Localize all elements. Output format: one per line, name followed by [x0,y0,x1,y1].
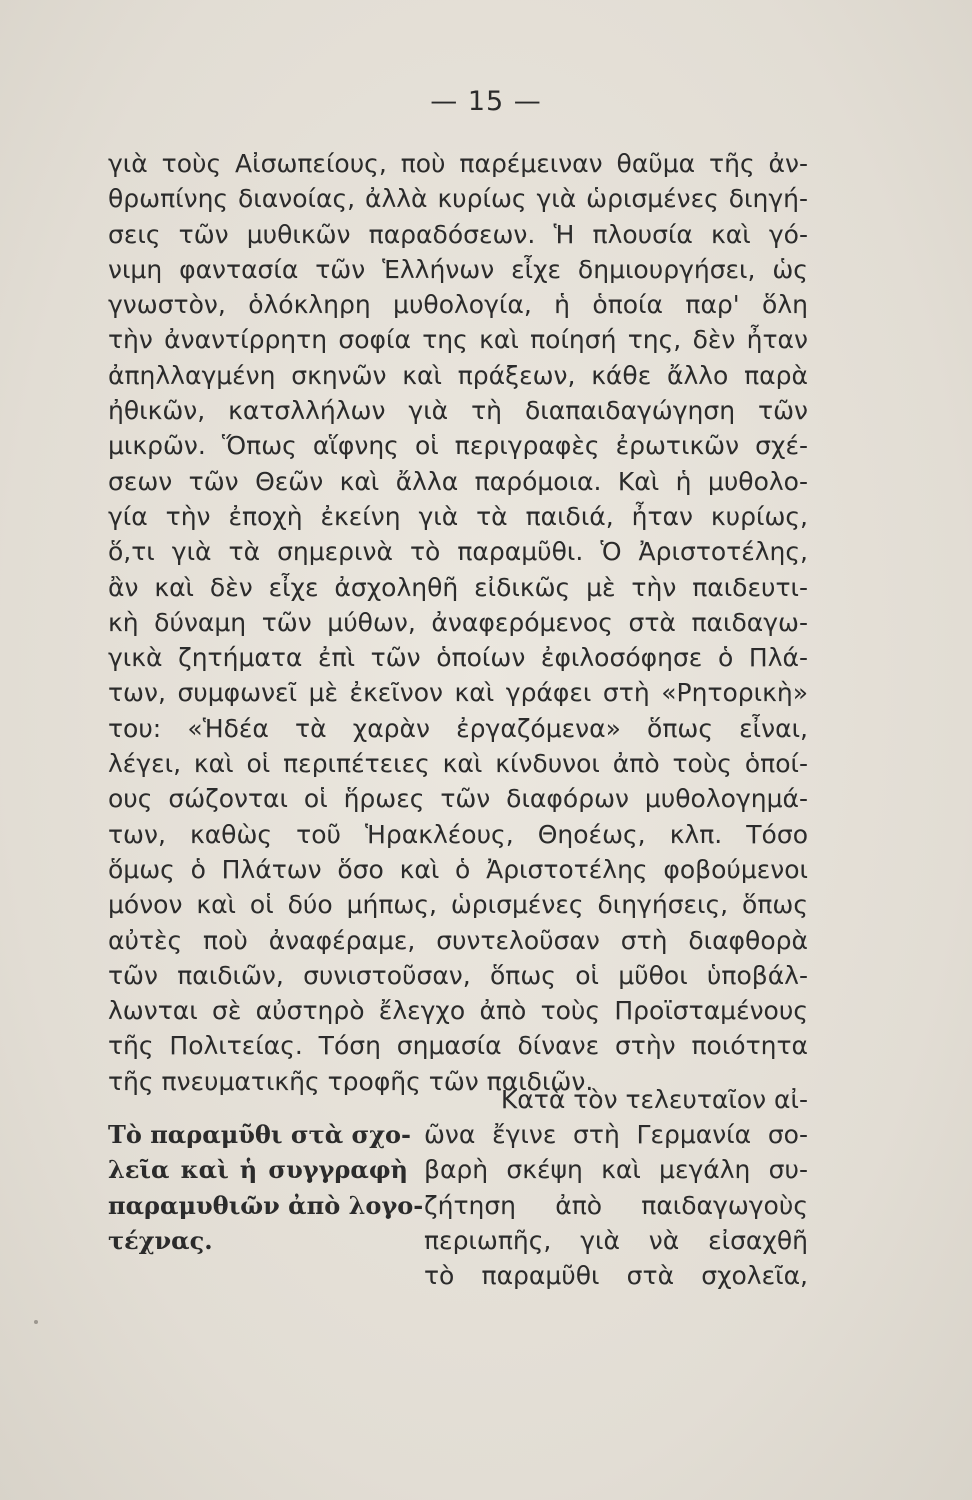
side-heading [108,1117,424,1258]
text-line: ἠθικῶν, κατσλλήλων γιὰ τὴ διαπαιδαγώγηση τῶν [108,396,808,426]
page-number: — 15 — [430,86,542,117]
text-line: τὸ παραμῦθι στὰ σχολεῖα, [424,1261,808,1291]
text-line: γία τὴν ἐποχὴ ἐκείνη γιὰ τὰ παιδιά, ἦταν κυρίως, [108,501,808,531]
text-line: τῆς Πολιτείας. Τόση σημασία δίνανε στὴν ποιότητα [108,1031,808,1061]
text-line: περιωπῆς, γιὰ νὰ εἰσαχθῆ [424,1225,808,1255]
text-line: γικὰ ζητήματα ἐπὶ τῶν ὁποίων ἐφιλοσόφησε ὁ Πλά- [108,643,808,673]
text-line: ἀπηλλαγμένη σκηνῶν καὶ πράξεων, κάθε ἄλλο παρὰ [108,360,808,390]
text-line: ὅμως ὁ Πλάτων ὅσο καὶ ὁ Ἀριστοτέλης φοβούμενοι [108,854,808,884]
text-line: ῶνα ἔγινε στὴ Γερμανία σο- [424,1120,808,1149]
text-line: ὅ,τι γιὰ τὰ σημερινὰ τὸ παραμῦθι. Ὁ Ἀριστοτέλης, [108,537,808,567]
text-line: τῆς πνευματικῆς τροφῆς τῶν παιδιῶν. [108,1066,594,1096]
text-line: νιμη φαντασία τῶν Ἑλλήνων εἶχε δημιουργήσει, ὡς [108,254,808,284]
section-block [108,1117,808,1297]
text-line: λέγει, καὶ οἱ περιπέτειες καὶ κίνδυνοι ἀπὸ τοὺς ὁποί- [108,749,808,779]
text-line: γιὰ τοὺς Αἰσωπείους, ποὺ παρέμειναν θαῦμα τῆς ἀν- [108,149,808,178]
text-line: τῶν παιδιῶν, συνιστοῦσαν, ὅπως οἱ μῦθοι ὑποβάλ- [108,960,808,990]
text-line: των, καθὼς τοῦ Ἡρακλέους, Θηοέως, κλπ. Τόσο [108,819,808,849]
text-line: γνωστὸν, ὁλόκληρη μυθολογία, ἡ ὁποία παρ' ὅλη [108,290,808,320]
section-intro-line: Κατὰ τὸν τελευταῖον αἰ- [500,1085,808,1114]
text-line: του: «Ἡδέα τὰ χαρὰν ἐργαζόμενα» ὅπως εἶναι, [108,713,808,743]
text-line: σεων τῶν Θεῶν καὶ ἄλλα παρόμοια. Καὶ ἡ μυθολο- [108,466,808,496]
text-line: βαρὴ σκέψη καὶ μεγάλη συ- [424,1155,808,1185]
main-paragraph [108,146,808,1099]
paper-speck [34,1320,38,1324]
text-line: τὴν ἀναντίρρητη σοφία της καὶ ποίησή της, δὲν ἦταν [108,325,808,355]
text-line: σεις τῶν μυθικῶν παραδόσεων. Ἡ πλουσία καὶ γό- [108,219,808,249]
side-heading-line: παραμυθιῶν ἀπὸ λογο- [108,1190,424,1220]
text-line: λωνται σὲ αὐστηρὸ ἔλεγχο ἀπὸ τοὺς Προϊσταμένους [108,996,808,1026]
text-line: ἂν καὶ δὲν εἶχε ἀσχοληθῆ εἰδικῶς μὲ τὴν παιδευτι- [108,572,808,602]
text-line: των, συμφωνεῖ μὲ ἐκεῖνον καὶ γράφει στὴ «Ρητορικὴ» [108,678,808,708]
text-line: μικρῶν. Ὅπως αἵφνης οἱ περιγραφὲς ἐρωτικῶν σχέ- [108,431,808,461]
side-heading-line: Τὸ παραμῦθι στὰ σχο- [108,1120,411,1149]
text-line: θρωπίνης διανοίας, ἀλλὰ κυρίως γιὰ ὡρισμένες διηγή- [108,184,808,214]
text-line: κὴ δύναμη τῶν μύθων, ἀναφερόμενος στὰ παιδαγω- [108,607,808,637]
section-text [424,1117,808,1293]
side-heading-line: τέχνας. [108,1225,213,1255]
text-line: αὐτὲς ποὺ ἀναφέραμε, συντελοῦσαν στὴ διαφθορὰ [108,925,808,955]
text-line: μόνον καὶ οἱ δύο μήπως, ὡρισμένες διηγήσεις, ὅπως [108,890,808,920]
text-line: ζήτηση ἀπὸ παιδαγωγοὺς [424,1190,808,1220]
side-heading-line: λεῖα καὶ ἡ συγγραφὴ [108,1155,408,1185]
text-line: ους σώζονται οἱ ἥρωες τῶν διαφόρων μυθολογημά- [108,784,808,814]
